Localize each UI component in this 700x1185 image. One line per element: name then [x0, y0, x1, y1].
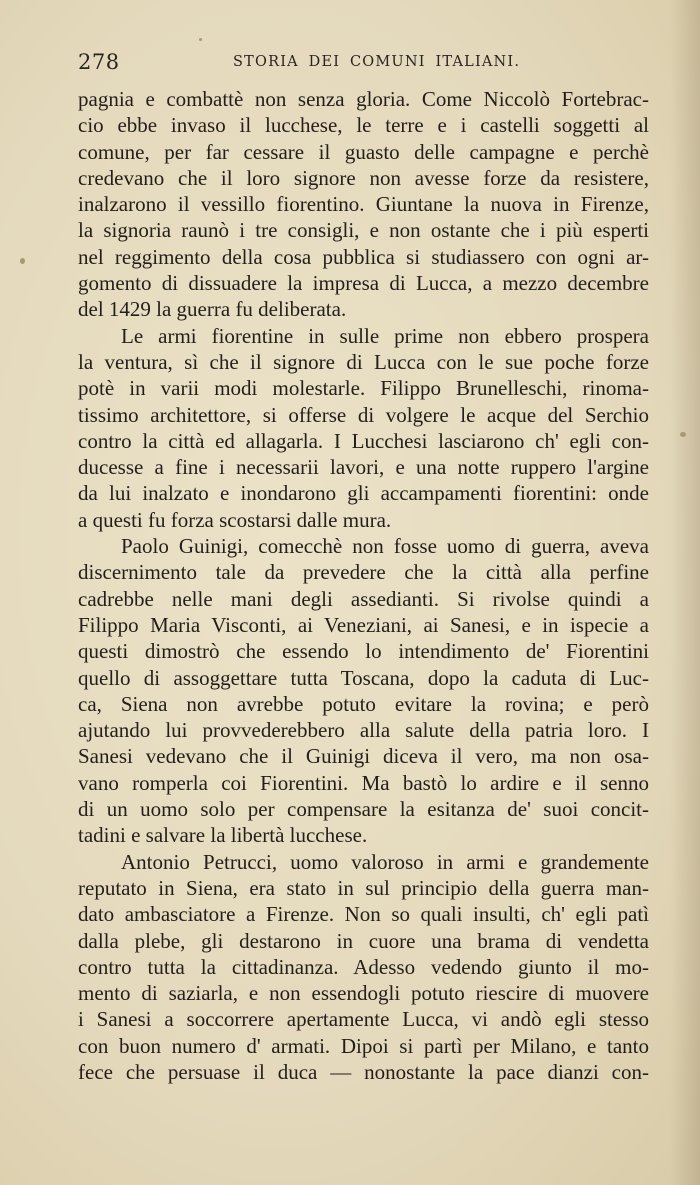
text-line: fece che persuase il duca — nonostante la pace dianzi con-	[78, 1059, 649, 1084]
page-edge-shadow	[670, 0, 700, 1185]
text-line: contro la città ed allagarla. I Lucchesi lasciarono ch' egli con-	[78, 428, 649, 453]
paragraph-first-line: Antonio Petrucci, uomo valoroso in armi e grandemente	[121, 849, 649, 874]
text-line: Sanesi vedevano che il Guinigi diceva il vero, ma non osa-	[78, 744, 649, 769]
running-title: STORIA DEI COMUNI ITALIANI.	[233, 54, 521, 70]
text-line: comune, per far cessare il guasto delle campagne e perchè	[78, 139, 649, 164]
text-line: da lui inalzato e inondarono gli accampamenti fiorentini: onde	[78, 481, 649, 506]
text-line: gomento di dissuadere la impresa di Lucca, a mezzo decembre	[78, 271, 649, 296]
text-line: tissimo architettore, si offerse di volgere le acque del Serchio	[78, 402, 649, 427]
text-line: credevano che il loro signore non avesse forze da resistere,	[78, 165, 649, 190]
text-line: ajutando lui provvederebbero alla salute della patria loro. I	[78, 718, 649, 743]
page-number: 278	[78, 50, 120, 74]
text-line: con buon numero d' armati. Dipoi si partì per Milano, e tanto	[78, 1033, 649, 1058]
paper-speck	[680, 432, 686, 437]
text-line: inalzarono il vessillo fiorentino. Giuntane la nuova in Firenze,	[78, 192, 649, 217]
text-line: i Sanesi a soccorrere apertamente Lucca, vi andò egli stesso	[78, 1007, 649, 1032]
text-line: Filippo Maria Visconti, ai Veneziani, ai Sanesi, e in ispecie a	[78, 612, 649, 637]
paper-speck	[199, 38, 202, 41]
text-line: ducesse a fine i necessarii lavori, e una notte ruppero l'argine	[78, 455, 649, 480]
text-line: di un uomo solo per compensare la esitanza de' suoi concit-	[78, 797, 649, 822]
paper-speck	[20, 258, 25, 264]
text-line: la signoria raunò i tre consigli, e non ostante che i più esperti	[78, 218, 649, 243]
text-line: vano romperla coi Fiorentini. Ma bastò lo ardire e il senno	[78, 770, 649, 795]
text-line: cadrebbe nelle mani degli assedianti. Si rivolse quindi a	[78, 586, 649, 611]
paragraph-first-line: Paolo Guinigi, comecchè non fosse uomo di guerra, aveva	[121, 534, 649, 559]
text-line: dato ambasciatore a Firenze. Non so quali insulti, ch' egli patì	[78, 902, 649, 927]
text-line: quello di assoggettare tutta Toscana, dopo la caduta di Luc-	[78, 665, 649, 690]
text-line: cio ebbe invaso il lucchese, le terre e i castelli soggetti al	[78, 113, 649, 138]
text-line: reputato in Siena, era stato in sul principio della guerra man-	[78, 875, 649, 900]
text-line: a questi fu forza scostarsi dalle mura.	[78, 507, 392, 532]
body-text	[78, 86, 649, 1085]
text-line: nel reggimento della cosa pubblica si studiassero con ogni ar-	[78, 244, 649, 269]
page-header	[78, 50, 648, 80]
text-line: tadini e salvare la libertà lucchese.	[78, 823, 368, 848]
text-line: pagnia e combattè non senza gloria. Come Niccolò Fortebrac-	[78, 87, 649, 111]
text-line: dalla plebe, gli destarono in cuore una brama di vendetta	[78, 928, 649, 953]
text-line: potè in varii modi molestarle. Filippo Brunelleschi, rinoma-	[78, 376, 649, 401]
paragraph-first-line: Le armi fiorentine in sulle prime non ebbero prospera	[121, 323, 649, 348]
text-line: del 1429 la guerra fu deliberata.	[78, 297, 347, 322]
text-line: questi dimostrò che essendo lo intendimento de' Fiorentini	[78, 639, 649, 664]
text-line: la ventura, sì che il signore di Lucca con le sue poche forze	[78, 349, 649, 374]
text-line: ca, Siena non avrebbe potuto evitare la rovina; e però	[78, 691, 649, 716]
text-line: discernimento tale da prevedere che la città alla perfine	[78, 560, 649, 585]
text-line: mento di saziarla, e non essendogli potuto riescire di muovere	[78, 981, 649, 1006]
text-line: contro tutta la cittadinanza. Adesso vedendo giunto il mo-	[78, 954, 649, 979]
